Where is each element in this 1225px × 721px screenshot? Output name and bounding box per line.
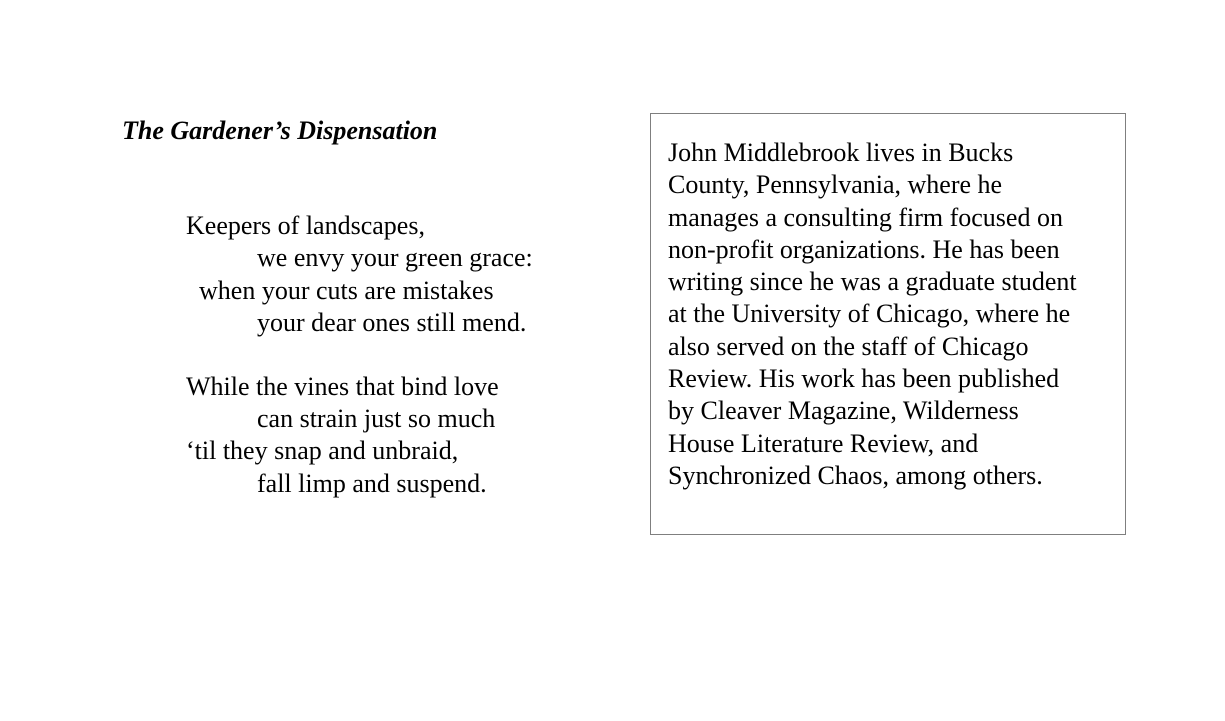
poem-line: Keepers of landscapes, — [186, 211, 425, 240]
poem-body — [186, 210, 533, 500]
poem-line: ‘til they snap and unbraid, — [186, 436, 459, 466]
poem-line: can strain just so much — [257, 404, 496, 434]
bio-line: by Cleaver Magazine, Wilderness — [668, 396, 1019, 426]
bio-line: House Literature Review, and — [668, 428, 979, 458]
author-bio-box — [650, 113, 1126, 535]
author-bio-text — [668, 137, 1118, 492]
bio-line: John Middlebrook lives in Bucks — [668, 138, 1014, 167]
stanza-1 — [186, 210, 533, 340]
bio-line: at the University of Chicago, where he — [668, 299, 1071, 329]
bio-line: Review. His work has been published — [668, 364, 1060, 394]
poem-line: While the vines that bind love — [186, 371, 499, 401]
stanza-2 — [186, 371, 533, 501]
poem-title: The Gardener’s Dispensation — [122, 116, 438, 145]
bio-line: County, Pennsylvania, where he — [668, 170, 1003, 200]
bio-line: non-profit organizations. He has been — [668, 234, 1060, 264]
poem-line: when your cuts are mistakes — [199, 275, 494, 305]
poem-line: we envy your green grace: — [257, 243, 533, 273]
bio-line: also served on the staff of Chicago — [668, 331, 1029, 361]
poem-line: fall limp and suspend. — [257, 468, 487, 498]
poem-line: your dear ones still mend. — [257, 308, 527, 338]
bio-line: writing since he was a graduate student — [668, 267, 1077, 297]
bio-line: manages a consulting firm focused on — [668, 202, 1063, 232]
bio-line: Synchronized Chaos, among others. — [668, 460, 1043, 490]
